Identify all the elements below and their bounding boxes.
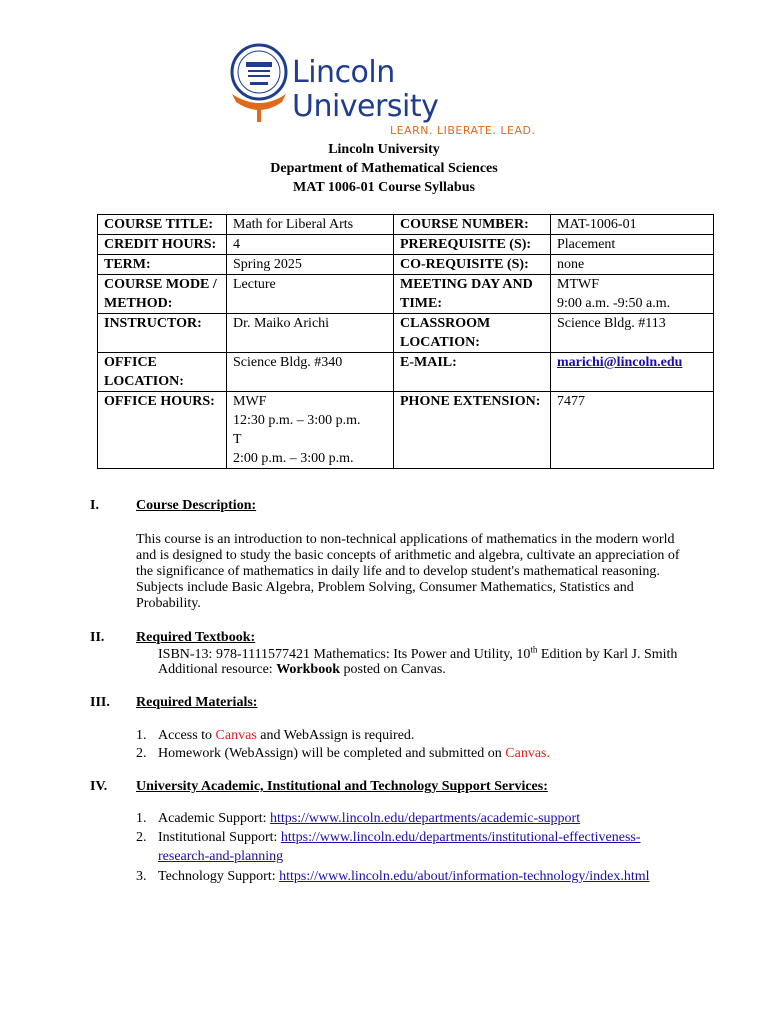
section-1-title: Course Description:: [136, 498, 257, 513]
materials-item1-a: Access to: [158, 728, 216, 743]
instructor-label: INSTRUCTOR:: [98, 314, 227, 353]
section-4-title: University Academic, Institutional and Technology Support Services:: [136, 779, 548, 794]
office-hours-line1: MWF: [233, 394, 267, 409]
meeting-label-line1: MEETING DAY AND: [400, 277, 533, 292]
meeting-label: [394, 275, 551, 314]
textbook-isbn: [158, 644, 678, 663]
list-number: 1.: [136, 811, 147, 826]
list-number: 3.: [136, 869, 147, 884]
table-row: [98, 392, 714, 469]
list-item: [136, 744, 696, 763]
prerequisite-value: Placement: [551, 235, 714, 255]
table-row: [98, 215, 714, 235]
course-mode-label: [98, 275, 227, 314]
section-3-title: Required Materials:: [136, 695, 258, 710]
course-number-value: MAT-1006-01: [551, 215, 714, 235]
list-item: [136, 809, 696, 828]
materials-item1-c: and WebAssign is required.: [256, 728, 415, 743]
office-hours-label: OFFICE HOURS:: [98, 392, 227, 469]
meeting-time: 9:00 a.m. -9:50 a.m.: [557, 296, 671, 311]
document-heading: [0, 140, 768, 197]
email-label: E-MAIL:: [394, 353, 551, 392]
course-mode-label-line1: COURSE MODE /: [104, 277, 217, 292]
meeting-days: MTWF: [557, 277, 599, 292]
prerequisite-label: PREREQUISITE (S):: [394, 235, 551, 255]
additional-resource-suffix: posted on Canvas.: [340, 662, 446, 677]
list-item: [136, 867, 696, 886]
institutional-support-link[interactable]: https://www.lincoln.edu/departments/institutional-effectiveness-: [280, 830, 641, 845]
textbook-isbn-text: ISBN-13: 978-1111577421 Mathematics: Its Power and Utility, 10: [158, 647, 531, 662]
email-cell: [551, 353, 714, 392]
additional-resource: [158, 662, 446, 678]
section-1-number: I.: [90, 498, 99, 513]
course-mode-value: Lecture: [227, 275, 394, 314]
list-number: 2.: [136, 830, 147, 845]
corequisite-value: none: [551, 255, 714, 275]
list-item-continuation: [158, 847, 718, 866]
section-4-number: IV.: [90, 779, 108, 794]
office-location-label: [98, 353, 227, 392]
course-description-text: This course is an introduction to non-technical applications of mathematics in the modern world and is designed to study the basic concepts of arithmetic and algebra, cultivate an appreciation of the significance of mathematics in daily life and to develop student's mathematical reasoning. Subjects include Basic Algebra, Problem Solving, Consumer Mathematics, Statistics and Probability.: [136, 532, 680, 611]
office-label-line1: OFFICE: [104, 355, 157, 370]
academic-support-label: Academic Support:: [158, 811, 270, 826]
course-title-label: COURSE TITLE:: [98, 215, 227, 235]
office-hours-line2: 12:30 p.m. – 3:00 p.m.: [233, 413, 361, 428]
materials-item2-a: Homework (WebAssign) will be completed and submitted on: [158, 746, 506, 761]
instructor-value: Dr. Maiko Arichi: [227, 314, 394, 353]
credit-hours-label: CREDIT HOURS:: [98, 235, 227, 255]
university-logo: [228, 42, 548, 137]
phone-extension-label: PHONE EXTENSION:: [394, 392, 551, 469]
canvas-text: Canvas.: [505, 746, 550, 761]
office-hours-value: [227, 392, 394, 469]
logo-tagline: LEARN. LIBERATE. LEAD.: [390, 124, 536, 137]
heading-university: Lincoln University: [328, 142, 440, 157]
technology-support-label: Technology Support:: [158, 869, 280, 884]
corequisite-label: CO-REQUISITE (S):: [394, 255, 551, 275]
academic-support-link[interactable]: https://www.lincoln.edu/departments/academic-support: [269, 811, 581, 826]
list-number: 1.: [136, 728, 147, 743]
section-3-number: III.: [90, 695, 110, 710]
course-mode-label-line2: METHOD:: [104, 296, 173, 311]
table-row: [98, 353, 714, 392]
email-link[interactable]: marichi@lincoln.edu: [557, 355, 683, 370]
office-location-value: Science Bldg. #340: [227, 353, 394, 392]
textbook-author: Edition by Karl J. Smith: [537, 647, 678, 662]
list-item: [136, 828, 696, 847]
classroom-label: [394, 314, 551, 353]
classroom-label-line1: CLASSROOM: [400, 316, 491, 331]
table-row: [98, 235, 714, 255]
course-info-table: [97, 214, 714, 469]
list-item: [136, 726, 696, 745]
institutional-support-link-continuation[interactable]: research-and-planning: [158, 849, 284, 864]
classroom-value: Science Bldg. #113: [551, 314, 714, 353]
office-label-line2: LOCATION:: [104, 374, 184, 389]
heading-course-syllabus: MAT 1006-01 Course Syllabus: [293, 180, 475, 195]
additional-resource-label: Additional resource:: [158, 662, 277, 677]
institutional-support-label: Institutional Support:: [158, 830, 281, 845]
technology-support-link[interactable]: https://www.lincoln.edu/about/information-technology/index.html: [279, 869, 650, 884]
credit-hours-value: 4: [227, 235, 394, 255]
section-2-number: II.: [90, 630, 105, 645]
table-row: [98, 275, 714, 314]
office-hours-line4: 2:00 p.m. – 3:00 p.m.: [233, 451, 354, 466]
term-value: Spring 2025: [227, 255, 394, 275]
canvas-text: Canvas: [215, 728, 257, 743]
term-label: TERM:: [98, 255, 227, 275]
table-row: [98, 314, 714, 353]
list-number: 2.: [136, 746, 147, 761]
course-title-value: Math for Liberal Arts: [227, 215, 394, 235]
table-row: [98, 255, 714, 275]
phone-extension-value: 7477: [551, 392, 714, 469]
classroom-label-line2: LOCATION:: [400, 335, 480, 350]
section-2-title: Required Textbook:: [136, 630, 256, 645]
course-number-label: COURSE NUMBER:: [394, 215, 551, 235]
heading-department: Department of Mathematical Sciences: [270, 161, 498, 176]
logo-name: Lincoln University: [292, 55, 439, 124]
university-seal-icon: [228, 42, 290, 126]
workbook-label: Workbook: [276, 662, 340, 677]
office-hours-line3: T: [233, 432, 242, 447]
edition-superscript: th: [530, 644, 538, 655]
meeting-label-line2: TIME:: [400, 296, 442, 311]
meeting-value: [551, 275, 714, 314]
